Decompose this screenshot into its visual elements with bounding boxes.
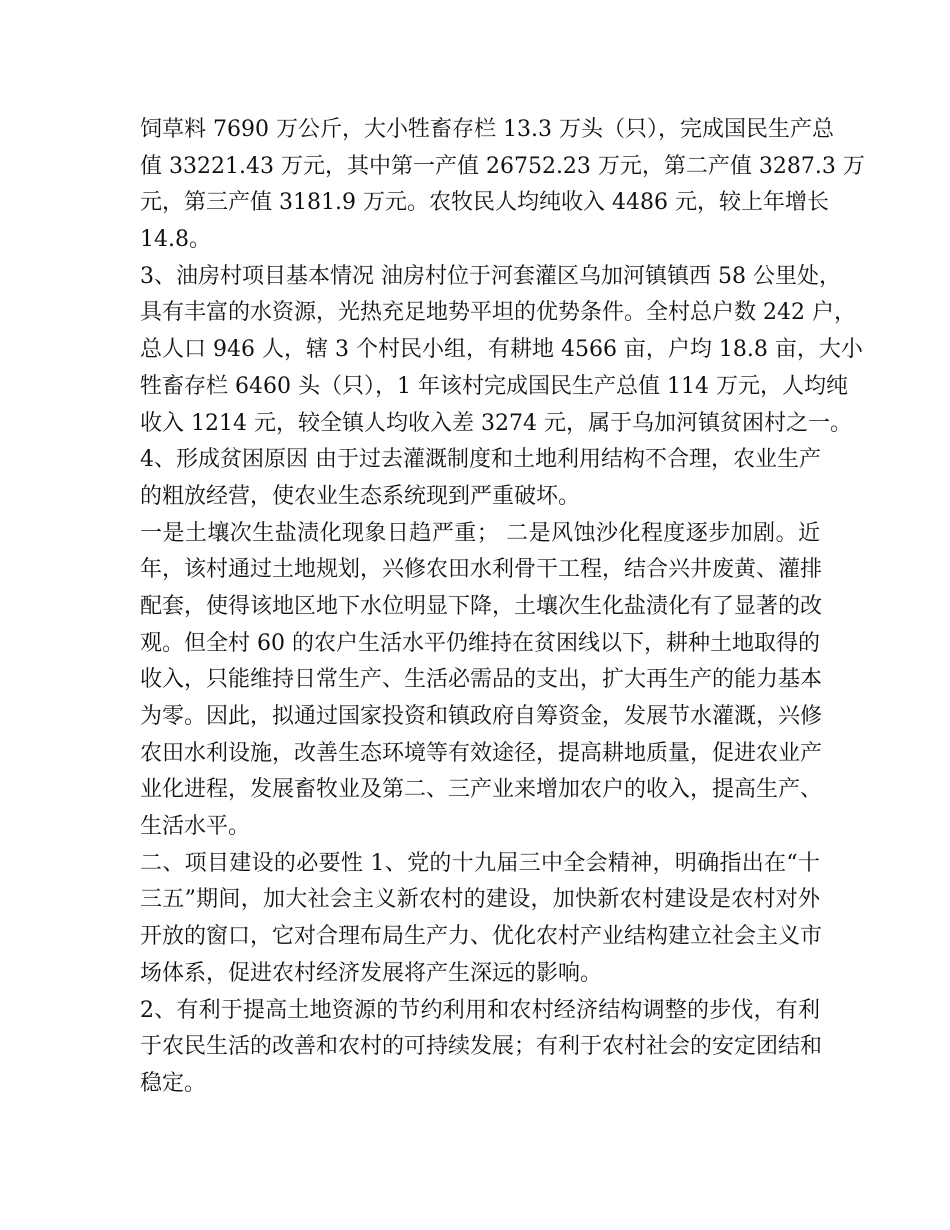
text-line: 配套，使得该地区地下水位明显下降，土壤次生化盐渍化有了显著的改 [140, 593, 823, 619]
text-line: 总人口 946 人，辖 3 个村民小组，有耕地 4566 亩，户均 18.8 亩，大小 [140, 337, 863, 363]
text-line: 具有丰富的水资源，光热充足地势平坦的优势条件。全村总户数 242 户， [140, 300, 856, 326]
text-line: 于农民生活的改善和农村的可持续发展；有利于农村社会的安定团结和 [140, 1034, 823, 1060]
text-line: 三五”期间，加大社会主义新农村的建设，加快新农村建设是农村对外 [140, 887, 820, 913]
text-line: 观。但全村 60 的农户生活水平仍维持在贫困线以下，耕种土地取得的 [140, 630, 820, 656]
text-line: 14.8。 [140, 227, 211, 253]
text-line: 年，该村通过土地规划，兴修农田水利骨干工程，结合兴井废黄、灌排 [140, 557, 823, 583]
text-line: 元，第三产值 3181.9 万元。农牧民人均纯收入 4486 元，较上年增长 [140, 190, 829, 216]
text-line: 二、项目建设的必要性 1、党的十九届三中全会精神，明确指出在“十 [140, 850, 820, 876]
text-line: 开放的窗口，它对合理布局生产力、优化农村产业结构建立社会主义市 [140, 924, 823, 950]
text-line: 收入 1214 元，较全镇人均收入差 3274 元，属于乌加河镇贫困村之一。 [140, 410, 852, 436]
text-line: 一是土壤次生盐渍化现象日趋严重； 二是风蚀沙化程度逐步加剧。近 [140, 520, 820, 546]
text-line: 的粗放经营，使农业生态系统现到严重破坏。 [140, 483, 581, 509]
text-line: 3、油房村项目基本情况 油房村位于河套灌区乌加河镇镇西 58 公里处， [140, 263, 841, 289]
text-line: 值 33221.43 万元，其中第一产值 26752.23 万元，第二产值 3287.3 万 [140, 153, 865, 179]
text-line: 稳定。 [140, 1070, 207, 1096]
text-line: 农田水利设施，改善生态环境等有效途径，提高耕地质量，促进农业产 [140, 740, 823, 766]
text-line: 场体系，促进农村经济发展将产生深远的影响。 [140, 960, 603, 986]
text-line: 生活水平。 [140, 814, 251, 840]
text-line: 2、有利于提高土地资源的节约利用和农村经济结构调整的步伐，有利 [140, 997, 820, 1023]
text-line: 牲畜存栏 6460 头（只），1 年该村完成国民生产总值 114 万元，人均纯 [140, 373, 848, 399]
text-line: 4、形成贫困原因 由于过去灌溉制度和土地利用结构不合理，农业生产 [140, 447, 821, 473]
text-line: 饲草料 7690 万公斤，大小牲畜存栏 13.3 万头（只），完成国民生产总 [140, 117, 834, 142]
text-line: 业化进程，发展畜牧业及第二、三产业来增加农户的收入，提高生产、 [140, 777, 823, 803]
text-line: 收入，只能维持日常生产、生活必需品的支出，扩大再生产的能力基本 [140, 667, 823, 693]
document-body [140, 112, 865, 1103]
text-line: 为零。因此，拟通过国家投资和镇政府自筹资金，发展节水灌溉，兴修 [140, 704, 823, 729]
